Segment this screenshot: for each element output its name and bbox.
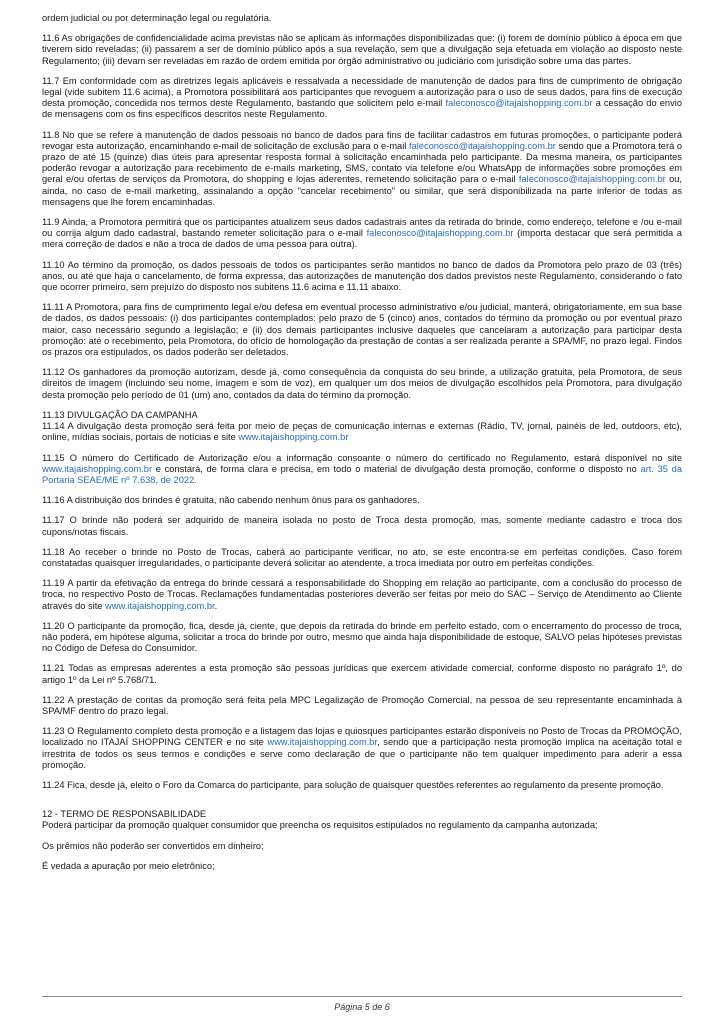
email-link[interactable]: faleconosco@itajaishopping.com.br: [518, 174, 666, 185]
paragraph-11-9: 11.9 Ainda, a Promotora permitirá que os participantes atualizem seus dados cadastrais antes da retirada do brinde, como endereço, telefone e /ou e-mail ou corrija algum dado cadastral, bastando remeter solicitação para o e-mail faleconosco@itajaishopping.com.br (importa destacar que será permitida a mera correção de dados e não a troca de dados de uma pessoa para outra).: [42, 217, 682, 250]
legal-reference: art. 35 da Portaria SEAE/ME nº 7.638, de 2022.: [42, 463, 682, 485]
email-link[interactable]: faleconosco@itajaishopping.com.br: [445, 98, 593, 109]
paragraph-11-23: 11.23 O Regulamento completo desta promoção e a listagem das lojas e quiosques participantes estarão disponíveis no Posto de Trocas da PROMOÇÃO, localizado no ITAJAÍ SHOPPING CENTER e no site www.itajaishopping.com.br, sendo que a participação nesta promoção implica na aceitação total e irrestrita de todos os seus termos e condições e serve como declaração de que o participante não tem qualquer impedimento para aderir a essa promoção.: [42, 726, 682, 770]
document-body: [42, 13, 682, 881]
page-number: Página 5 de 6: [334, 1002, 390, 1012]
paragraph-termo-2: Os prêmios não poderão ser convertidos em dinheiro;: [42, 840, 264, 851]
email-link[interactable]: faleconosco@itajaishopping.com.br: [366, 228, 514, 239]
site-link[interactable]: www.itajaishopping.com.br: [238, 432, 349, 443]
paragraph-11-18: 11.18 Ao receber o brinde no Posto de Trocas, caberá ao participante verificar, no ato, se este encontra-se em perfeitas condições. Caso forem constatadas quaisquer irregularidades, o participante deverá solicitar ao atendente, a troca imediata por outro em perfeitas condições.: [42, 546, 682, 568]
paragraph-11-24: 11.24 Fica, desde já, eleito o Foro da Comarca do participante, para solução de quaisquer questões referentes ao regulamento da presente promoção.: [42, 779, 664, 790]
site-link[interactable]: www.itajaishopping.com.br: [42, 463, 153, 474]
paragraph-termo-1: Poderá participar da promoção qualquer consumidor que preencha os requisitos estipulados no regulamento da campanha autorizada;: [42, 820, 598, 831]
paragraph-11-10: 11.10 Ao término da promoção, os dados pessoais de todos os participantes serão mantidos no banco de dados da Promotora pelo prazo de 03 (três) anos, ou até que haja o cancelamento, de forma expressa, das autorizações de manutenção dos dados previstos neste Regulamento, considerando o fato que ocorrer primeiro, sem prejuízo do disposto nos subitens 11.6 acima e 11.11 abaixo.: [42, 259, 682, 293]
section-heading-divulgacao: 11.13 DIVULGAÇÃO DA CAMPANHA: [42, 409, 198, 420]
paragraph-11-8: 11.8 No que se refere à manutenção de dados pessoais no banco de dados para fins de facilitar cadastros em futuras promoções, o participante poderá revogar esta autorização, encaminhando e-mail de solicitação de exclusão para o e-mail faleconosco@itajaishopping.com.br sendo que a Promotora terá o prazo de até 15 (quinze) dias úteis para apresentar resposta formal à solicitação encaminhada pelo participante. Da mesma maneira, os participantes poderão revogar a autorização para recebimento de e-mails marketing, SMS, contato via telefone e/ou WhatsApp de informações sobre promoções em geral e/ou ofertas de serviços da Promotora, do shopping e lojas aderentes, remetendo solicitação para o e-mail faleconosco@itajaishopping.com.br ou, ainda, no caso de e-mail marketing, assinalando a opção "cancelar recebimento" ou similar, que será disponibilizada na parte inferior de todas as mensagens que lhe forem encaminhadas.: [42, 129, 682, 207]
paragraph-11-19: 11.19 A partir da efetivação da entrega do brinde cessará a responsabilidade do Shopping em relação ao participante, com a conclusão do processo de troca, no respectivo Posto de Trocas. Reclamações fundamentadas posteriores deverão ser feitas por meio do SAC – Serviço de Atendimento ao Cliente através do site www.itajaishopping.com.br.: [42, 578, 682, 611]
paragraph-11-15: 11.15 O número do Certificado de Autorização e/ou a informação consoante o número do certificado no Regulamento, estará disponível no site www.itajaishopping.com.br e constará, de forma clara e precisa, em todo o material de divulgação desta promoção, conforme o disposto no art. 35 da Portaria SEAE/ME nº 7.638, de 2022.: [42, 452, 682, 485]
paragraph-11-12: 11.12 Os ganhadores da promoção autorizam, desde já, como consequência da conquista do seu brinde, a utilização gratuita, pela Promotora, de seus direitos de imagem (incluindo seu nome, imagem e som de voz), em qualquer um dos meios de divulgação escolhidos pela Promotora, para divulgação desta promoção pelo período de 01 (um) ano, contados da data do término da promoção.: [42, 367, 682, 400]
paragraph-11-21: 11.21 Todas as empresas aderentes a esta promoção são pessoas jurídicas que exercem atividade comercial, conforme disposto no parágrafo 1º, do artigo 1º da Lei nº 5.768/71.: [42, 663, 682, 685]
paragraph-11-16: 11.16 A distribuição dos brindes é gratuita, não cabendo nenhum ônus para os ganhadores.: [42, 495, 420, 506]
email-link[interactable]: faleconosco@itajaishopping.com.br: [408, 140, 556, 151]
paragraph-11-22: 11.22 A prestação de contas da promoção será feita pela MPC Legalização de Promoção Comercial, na pessoa de seu representante encaminhada à SPA/MF dentro do prazo legal.: [42, 694, 682, 716]
paragraph-11-11: 11.11 A Promotora, para fins de cumprimento legal e/ou defesa em eventual processo administrativo e/ou judicial, manterá, obrigatoriamente, em sua base de dados, os dados pessoais: (i) dos participantes contemplados: pelo prazo de 5 (cinco) anos, contados do término da promoção ou por eventual prazo maior, caso necessário segundo a legislação; e (ii) dos demais participantes inclusive daqueles que cancelaram a autorização para participar desta promoção: até o recebimento, pela Promotora, do ofício de homologação da prestação de contas a ser realizada perante a SPA/MF, no prazo legal. Findos os prazos ora estipulados, os dados poderão ser deletados.: [42, 302, 682, 358]
paragraph-11-20: 11.20 O participante da promoção, fica, desde já, ciente, que depois da retirada do brinde em perfeito estado, com o encerramento do processo de troca, não poderá, em hipótese alguma, solicitar a troca do brinde por outro, mesmo que ainda haja disponibilidade de estoque, SALVO pelas hipóteses previstas no Código de Defesa do Consumidor.: [42, 620, 682, 654]
paragraph-termo-3: É vedada a apuração por meio eletrônico;: [42, 860, 215, 871]
site-link[interactable]: www.itajaishopping.com.br: [267, 737, 378, 748]
site-link[interactable]: www.itajaishopping.com.br: [105, 600, 215, 611]
section-heading-termo: 12 - TERMO DE RESPONSABILIDADE: [42, 809, 207, 820]
footer-divider: [42, 996, 682, 997]
paragraph-11-5-end: ordem judicial ou por determinação legal ou regulatória.: [42, 13, 272, 23]
paragraph-11-6: 11.6 As obrigações de confidencialidade acima previstas não se aplicam às informações disponibilizadas que: (i) forem de domínio público à época em que tiverem sido reveladas; (ii) passarem a ser de domínio público após a sua revelação, sem que a divulgação seja efetuada em violação ao disposto neste Regulamento; (iii) devam ser reveladas em razão de ordem emitida por órgão administrativo ou judiciário com jurisdição sobre uma das partes.: [42, 33, 682, 66]
paragraph-11-7: 11.7 Em conformidade com as diretrizes legais aplicáveis e ressalvada a necessidade de manutenção de dados para fins de cumprimento de obrigação legal (vide subitem 11.6 acima), a Promotora possibilitará aos participantes que revoguem a autorização para o uso de seus dados, para fins de execução desta promoção, concedida nos termos deste Regulamento, bastando que solicitem pelo e-mail faleconosco@itajaishopping.com.br a cessação do envio de mensagens com os fins específicos descritos neste Regulamento.: [42, 75, 682, 120]
paragraph-11-14: 11.14 A divulgação desta promoção será feita por meio de peças de comunicação internas e externas (Rádio, TV, jornal, painéis de led, outdoors, etc), online, mídias sociais, portais de notícias e site www.itajaishopping.com.br: [42, 421, 682, 443]
paragraph-11-17: 11.17 O brinde não poderá ser adquirido de maneira isolada no posto de Troca desta promoção, mas, somente mediante cadastro e troca dos cupons/notas fiscais.: [42, 515, 682, 537]
